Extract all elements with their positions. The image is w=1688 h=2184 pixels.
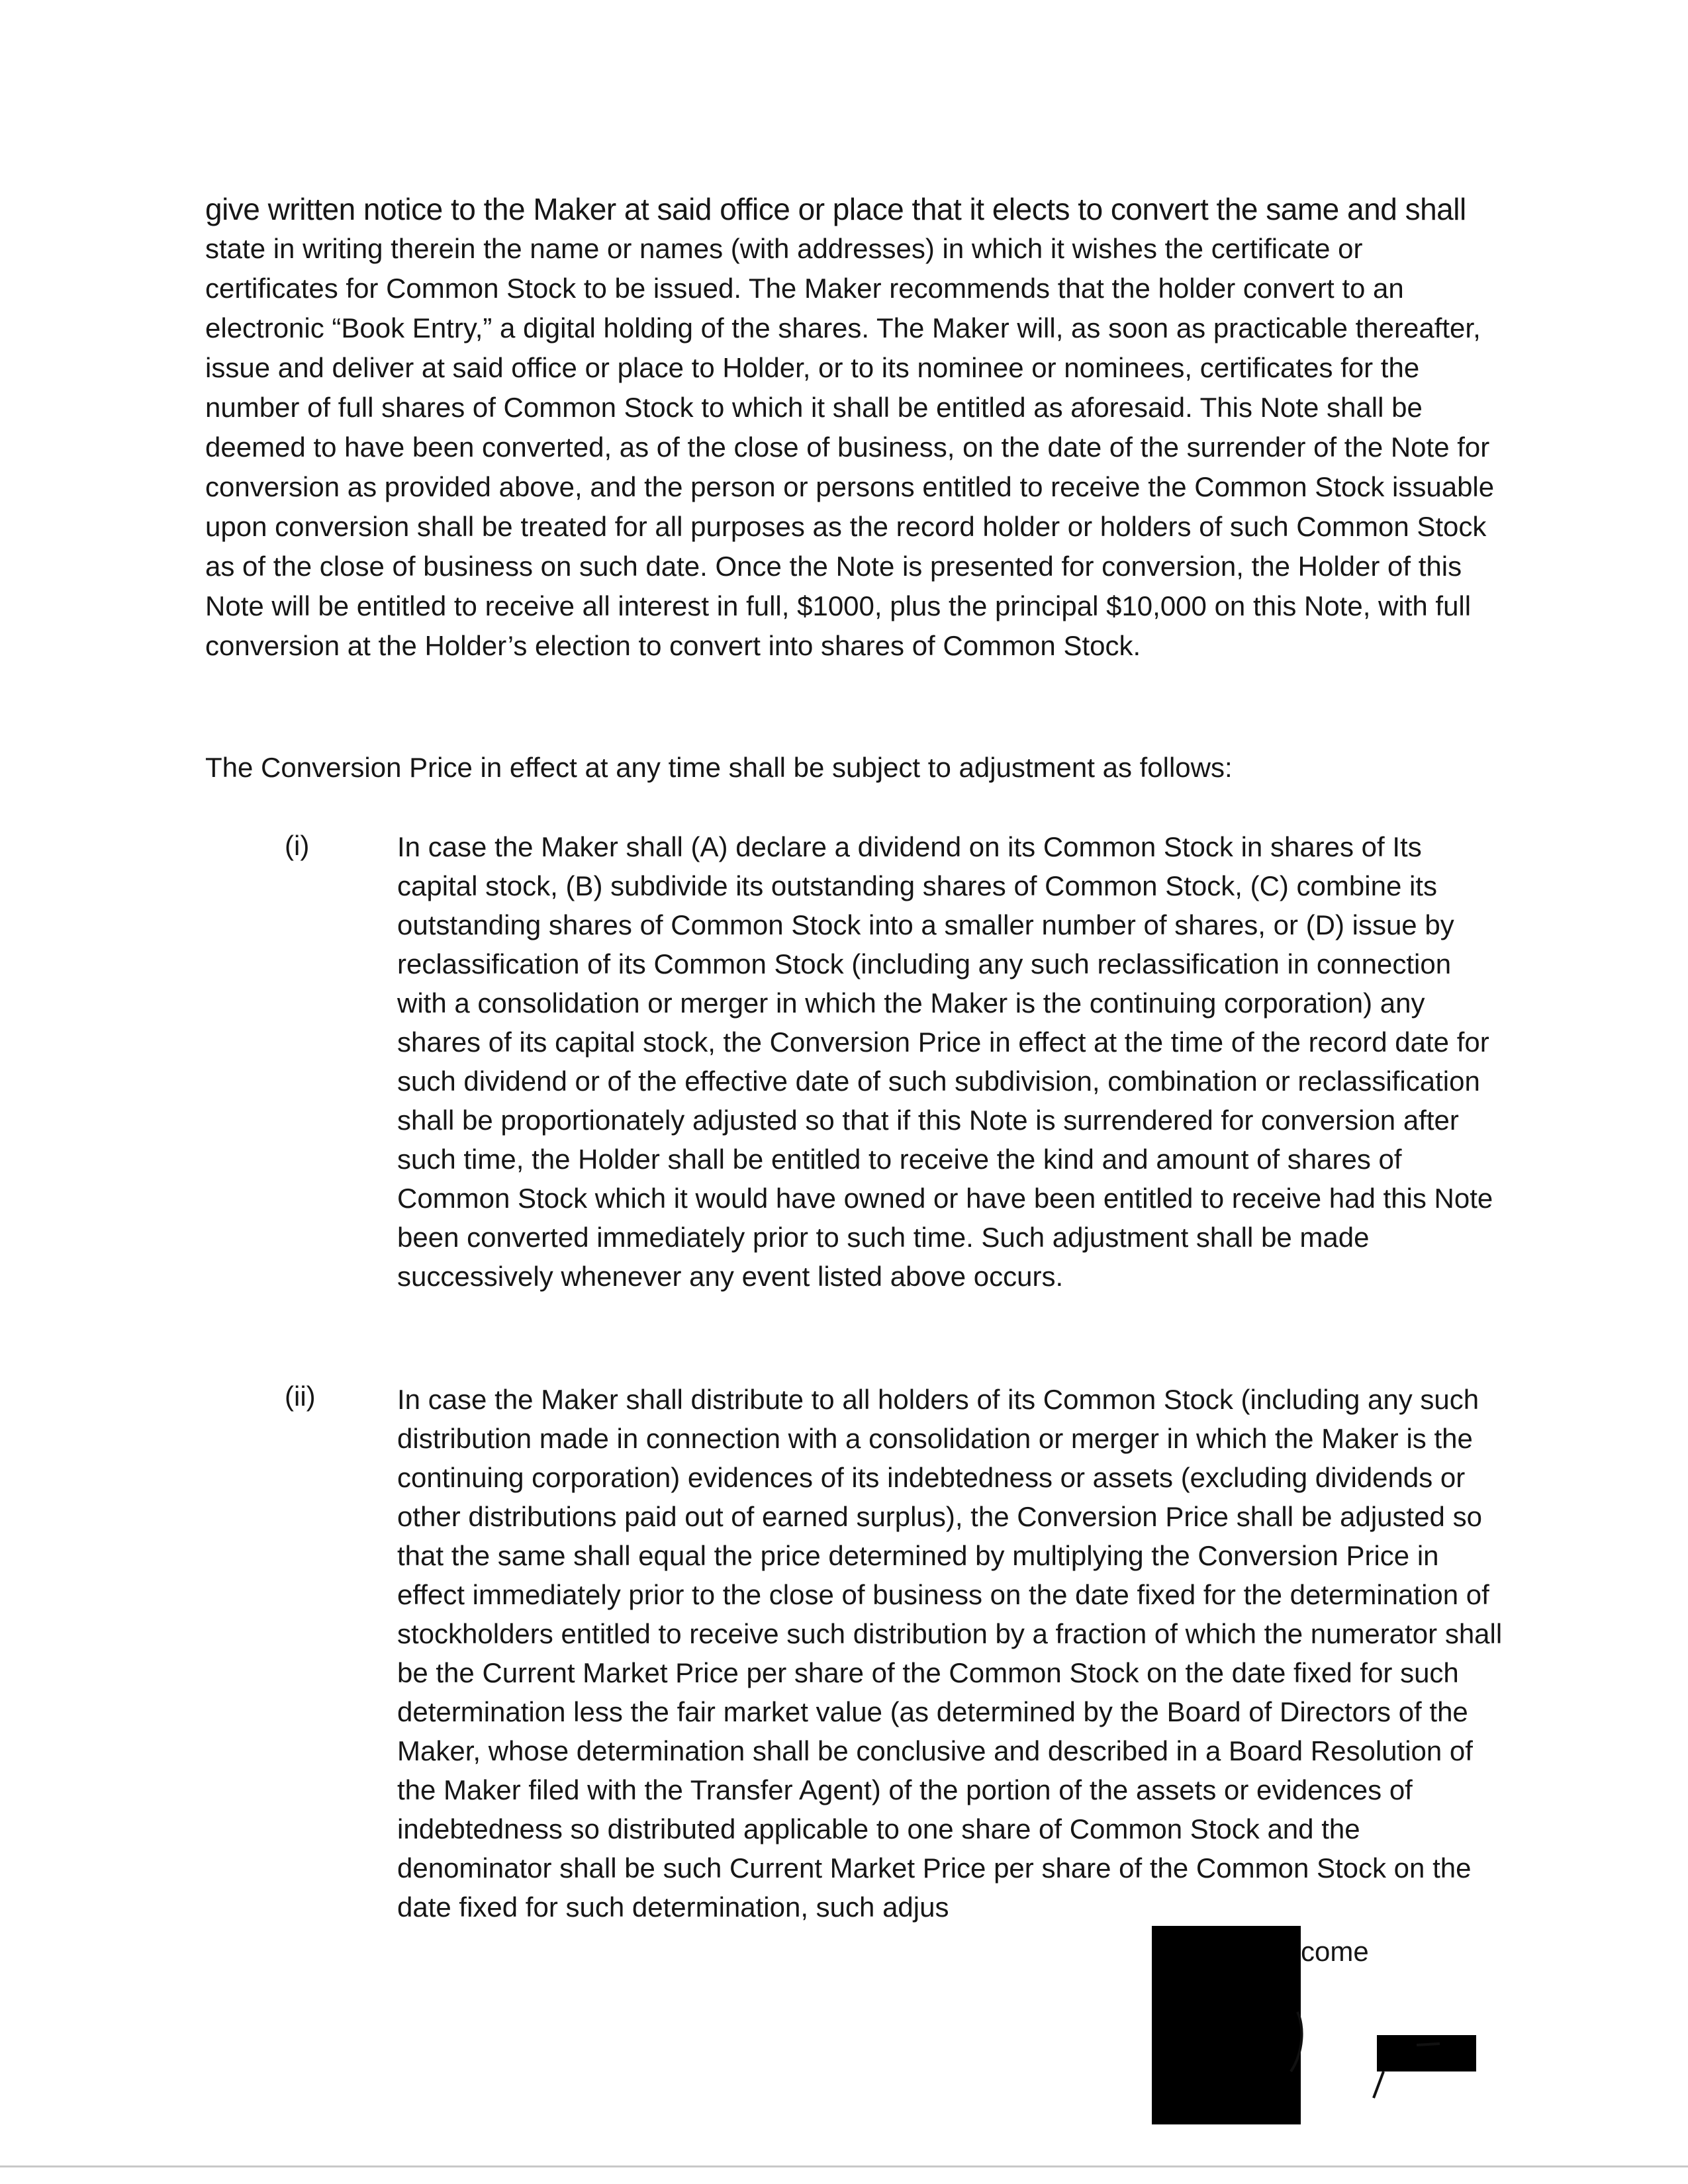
handwritten-initials-icon [1284,1999,1470,2105]
page-bottom-edge [0,2165,1688,2167]
item-ii-trailing-text: come [1301,1936,1369,1967]
opening-paragraph [205,189,1503,666]
item-ii-text: In case the Maker shall distribute to all holders of its Common Stock (including any such distribution made in connection with a consolidation or merger in which the Maker is the continuing corporation) evidences of its indebtedness or assets (excluding dividends or other distributions paid out of earned surplus), the Conversion Price shall be adjusted so that the same shall equal the price determined by multiplying the Conversion Price in effect immediately prior to the close of business on the date fixed for the determination of stockholders entitled to receive such distribution by a fraction of which the numerator shall be the Current Market Price per share of the Common Stock on the date fixed for such determination less the fair market value (as determined by the Board of Directors of the Maker, whose determination shall be conclusive and described in a Board Resolution of the Maker filed with the Transfer Agent) of the portion of the assets or evidences of indebtedness so distributed applicable to one share of Common Stock and the denominator shall be such Current Market Price per share of the Common Stock on the date fixed for such determination, such adjus [397,1384,1503,1923]
item-i-text: In case the Maker shall (A) declare a dividend on its Common Stock in shares of Its capital stock, (B) subdivide its outstanding shares of Common Stock, (C) combine its outstanding shares of Common Stock into a smaller number of shares, or (D) issue by reclassification of its Common Stock (including any such reclassification in connection with a consolidation or merger in which the Maker is the continuing corporation) any shares of its capital stock, the Conversion Price in effect at the time of the record date for such dividend or of the effective date of such subdivision, combination or reclassification shall be proportionately adjusted so that if this Note is surrendered for conversion after such time, the Holder shall be entitled to receive the kind and amount of shares of Common Stock which it would have owned or have been entitled to receive had this Note been converted immediately prior to such time. Such adjustment shall be made successively whenever any event listed above occurs. [397,831,1493,1292]
opening-body: state in writing therein the name or names (with addresses) in which it wishes the certificate or certificates for Common Stock to be issued. The Maker recommends that the holder convert to an electronic “Book Entry,” a digital holding of the shares. The Maker will, as soon as practicable thereafter, issue and deliver at said office or place to Holder, or to its nominee or nominees, certificates for the number of full shares of Common Stock to which it shall be entitled as aforesaid. This Note shall be deemed to have been converted, as of the close of business, on the date of the surrender of the Note for conversion as provided above, and the person or persons entitled to receive the Common Stock issuable upon conversion shall be treated for all purposes as the record holder or holders of such Common Stock as of the close of business on such date. Once the Note is presented for conversion, the Holder of this Note will be entitled to receive all interest in full, $1000, plus the principal $10,000 on this Note, with full conversion at the Holder’s election to convert into shares of Common Stock. [205,233,1495,661]
opening-first-line: give written notice to the Maker at said office or place that it elects to convert the same and shall [205,192,1466,226]
redaction-block [1152,1926,1301,2124]
item-marker-ii: (ii) [285,1381,316,1412]
item-marker-i: (i) [285,830,310,861]
adjustment-intro: The Conversion Price in effect at any time shall be subject to adjustment as follows: [205,752,1233,783]
